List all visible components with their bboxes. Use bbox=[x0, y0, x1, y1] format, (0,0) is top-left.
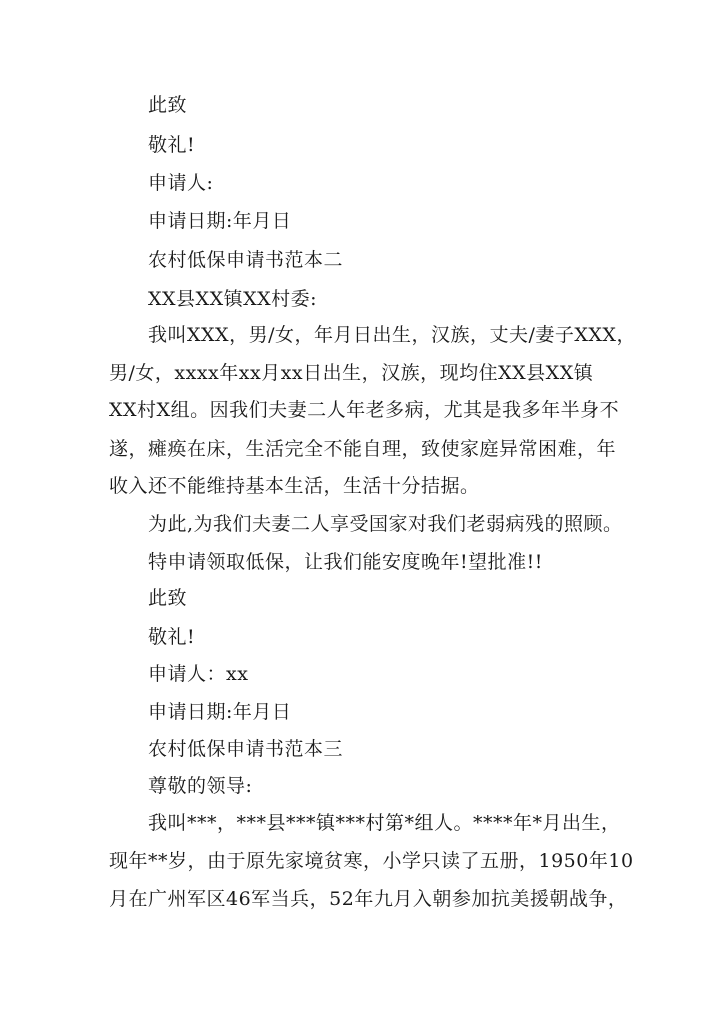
paragraph-line: 遂，瘫痪在床，生活完全不能自理，致使家庭异常困难，年 bbox=[109, 438, 617, 460]
paragraph-line: 男/女，xxxx年xx月xx日出生，汉族，现均住XX县XX镇 bbox=[109, 362, 594, 384]
section-heading: 农村低保申请书范本二 bbox=[148, 249, 344, 271]
paragraph-line: 现年**岁，由于原先家境贫寒，小学只读了五册，1950年10 bbox=[109, 850, 634, 872]
addressee: XX县XX镇XX村委: bbox=[148, 288, 318, 310]
applicant-label: 申请人：xx bbox=[148, 663, 249, 685]
paragraph-line: XX村X组。因我们夫妻二人年老多病，尤其是我多年半身不 bbox=[109, 399, 620, 421]
paragraph-line: 收入还不能维持基本生活，生活十分拮据。 bbox=[109, 475, 480, 497]
paragraph-line: 月在广州军区46军当兵，52年九月入朝参加抗美援朝战争， bbox=[109, 888, 628, 910]
section-heading: 农村低保申请书范本三 bbox=[148, 738, 344, 760]
applicant-label: 申请人: bbox=[148, 172, 214, 194]
application-date: 申请日期:年月日 bbox=[148, 210, 292, 232]
application-date: 申请日期:年月日 bbox=[148, 701, 292, 723]
paragraph-line: 我叫XXX，男/女，年月日出生，汉族，丈夫/妻子XXX， bbox=[148, 324, 636, 346]
paragraph-line: 为此,为我们夫妻二人享受国家对我们老弱病残的照顾。 bbox=[148, 513, 623, 535]
closing-respect: 敬礼! bbox=[148, 626, 196, 648]
paragraph-line: 我叫***，***县***镇***村第*组人。****年*月出生， bbox=[148, 812, 621, 834]
closing-respect: 敬礼! bbox=[148, 134, 196, 156]
closing-salutation: 此致 bbox=[148, 587, 188, 609]
paragraph-line: 特申请领取低保，让我们能安度晚年!望批准!! bbox=[148, 551, 543, 573]
addressee: 尊敬的领导: bbox=[148, 775, 253, 797]
closing-salutation: 此致 bbox=[148, 94, 188, 116]
